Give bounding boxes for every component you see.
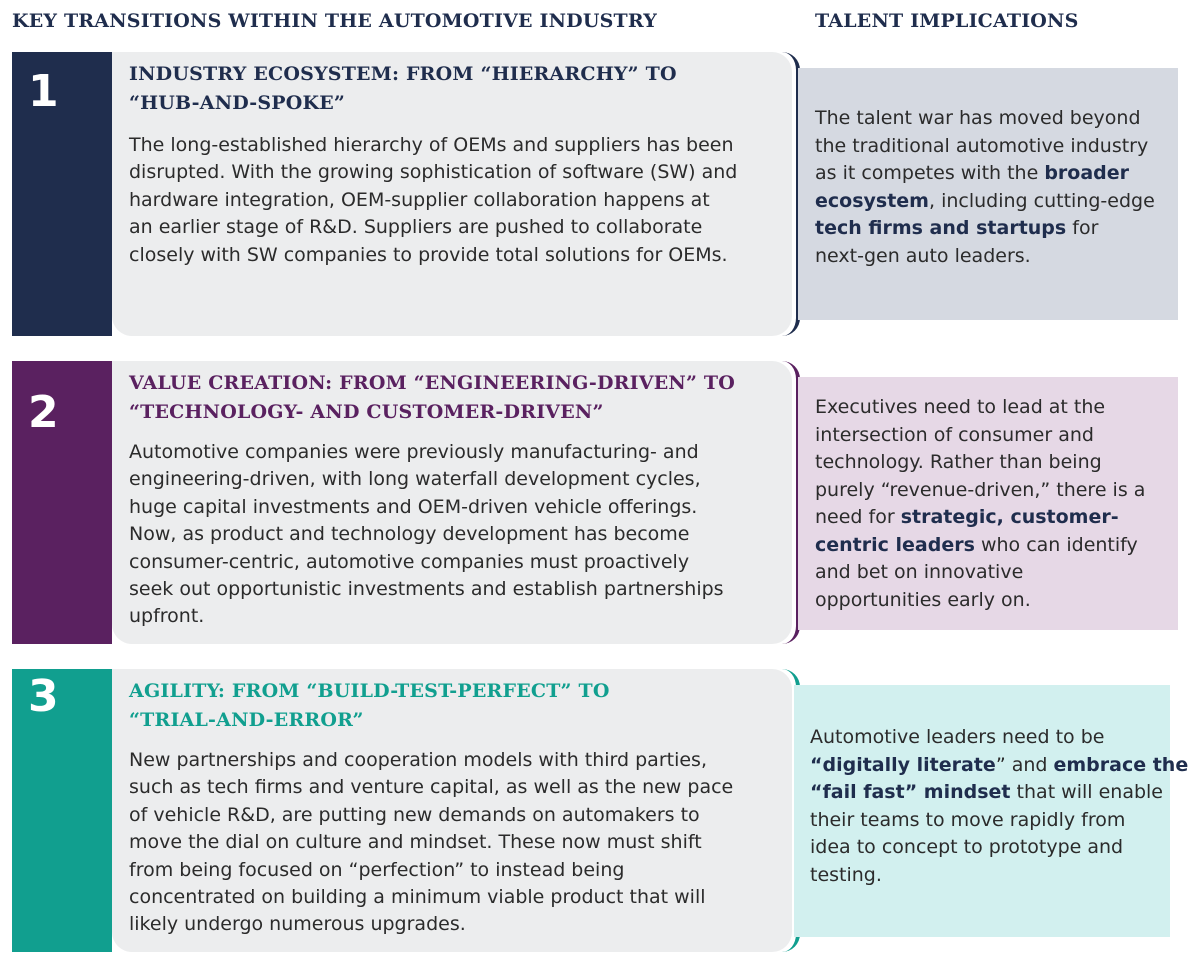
talent-text-fragment: , including cutting-edge	[928, 189, 1155, 212]
section-1-title-line-2: “HUB-AND-SPOKE”	[129, 92, 346, 114]
talent-emphasis: ecosystem	[815, 189, 929, 212]
talent-line: next-gen auto leaders.	[815, 244, 1031, 267]
section-1-body	[129, 132, 789, 269]
section-3-number: 3	[28, 671, 59, 722]
section-2-talent-text	[815, 394, 1185, 614]
section-2-number: 2	[28, 387, 59, 438]
section-3-title	[129, 677, 789, 735]
talent-emphasis: centric leaders	[815, 533, 975, 556]
section-2-body-line: upfront.	[129, 605, 205, 628]
talent-text-fragment: for	[1066, 217, 1099, 239]
talent-line: purely “revenue-driven,” there is a	[815, 478, 1146, 501]
talent-emphasis: “	[810, 753, 823, 776]
talent-line: technology. Rather than being	[815, 451, 1102, 473]
talent-text-fragment: that will enable	[1010, 781, 1163, 803]
section-1-talent-text	[815, 105, 1185, 270]
talent-emphasis: digitally literate	[822, 753, 996, 776]
talent-line	[810, 779, 1180, 807]
talent-line: their teams to move rapidly from	[810, 808, 1126, 831]
section-2-title-line-1: VALUE CREATION: FROM “ENGINEERING-DRIVEN” TO	[129, 372, 735, 394]
section-2-body-line: seek out opportunistic investments and establish partnerships	[129, 578, 724, 601]
section-3-body-line: from being focused on “perfection” to instead being	[129, 858, 625, 881]
section-2-title-line-2: “TECHNOLOGY- AND CUSTOMER-DRIVEN”	[129, 401, 604, 423]
talent-line: Executives need to lead at the	[815, 396, 1106, 418]
section-2-body-line: Automotive companies were previously manufacturing- and	[129, 441, 699, 463]
section-3-body-line: such as tech firms and venture capital, as well as the new pace	[129, 776, 734, 799]
section-2-body	[129, 439, 789, 631]
talent-text-fragment: as it competes with the	[815, 162, 1045, 184]
section-3-body-line: of vehicle R&D, are putting new demands on automakers to	[129, 803, 700, 826]
section-2-body-line: engineering-driven, with long waterfall development cycles,	[129, 468, 701, 491]
section-1-title-line-1: INDUSTRY ECOSYSTEM: FROM “HIERARCHY” TO	[129, 63, 677, 85]
talent-line	[815, 160, 1185, 188]
section-1-body-line: closely with SW companies to provide total solutions for OEMs.	[129, 243, 728, 266]
section-3-talent-text	[810, 724, 1189, 889]
talent-line	[815, 215, 1185, 243]
talent-emphasis: “fail fast” mindset	[810, 781, 1011, 803]
talent-line	[815, 504, 1185, 532]
header-talent-implications: TALENT IMPLICATIONS	[815, 10, 1079, 32]
section-3-body-line: New partnerships and cooperation models with third parties,	[129, 749, 707, 771]
talent-emphasis: tech firms and startups	[815, 217, 1067, 239]
section-3-body-line: concentrated on building a minimum viable product that will	[129, 886, 706, 909]
talent-text-fragment: need for	[815, 506, 901, 528]
section-2-body-line: huge capital investments and OEM-driven vehicle offerings.	[129, 495, 698, 518]
talent-line: idea to concept to prototype and	[810, 836, 1124, 858]
talent-line: opportunities early on.	[815, 588, 1031, 611]
talent-line: Automotive leaders need to be	[810, 726, 1105, 748]
section-1-number: 1	[28, 66, 59, 117]
section-3-body-line: move the dial on culture and mindset. These now must shift	[129, 831, 702, 854]
section-1-body-line: an earlier stage of R&D. Suppliers are pushed to collaborate	[129, 216, 703, 239]
talent-emphasis: ” and	[995, 753, 1054, 776]
talent-line: intersection of consumer and	[815, 423, 1094, 446]
talent-line: testing.	[810, 863, 882, 886]
section-2-body-line: Now, as product and technology development has become	[129, 523, 690, 546]
talent-emphasis: broader	[1044, 162, 1130, 184]
section-2-body-line: consumer-centric, automotive companies must proactively	[129, 550, 690, 573]
talent-emphasis: embrace the	[1053, 753, 1189, 776]
header-key-transitions: KEY TRANSITIONS WITHIN THE AUTOMOTIVE INDUSTRY	[12, 10, 658, 32]
talent-line: The talent war has moved beyond	[815, 107, 1141, 129]
section-3-title-line-2: “TRIAL-AND-ERROR”	[129, 709, 364, 731]
talent-text-fragment: who can identify	[974, 533, 1138, 556]
section-1-body-line: The long-established hierarchy of OEMs and suppliers has been	[129, 134, 734, 156]
talent-emphasis: strategic, customer-	[900, 506, 1119, 528]
section-3-body-line: likely undergo numerous upgrades.	[129, 913, 466, 936]
talent-line	[810, 752, 1189, 780]
section-3-body	[129, 747, 789, 939]
section-1-body-line: disrupted. With the growing sophistication of software (SW) and	[129, 161, 738, 184]
talent-line	[815, 532, 1185, 560]
section-1-title	[129, 60, 789, 118]
section-1-body-line: hardware integration, OEM-supplier collaboration happens at	[129, 188, 710, 211]
section-3-title-line-1: AGILITY: FROM “BUILD-TEST-PERFECT” TO	[129, 680, 610, 702]
talent-line: and bet on innovative	[815, 561, 1024, 583]
section-2-title	[129, 369, 789, 427]
talent-line: the traditional automotive industry	[815, 134, 1149, 157]
talent-line	[815, 188, 1185, 216]
